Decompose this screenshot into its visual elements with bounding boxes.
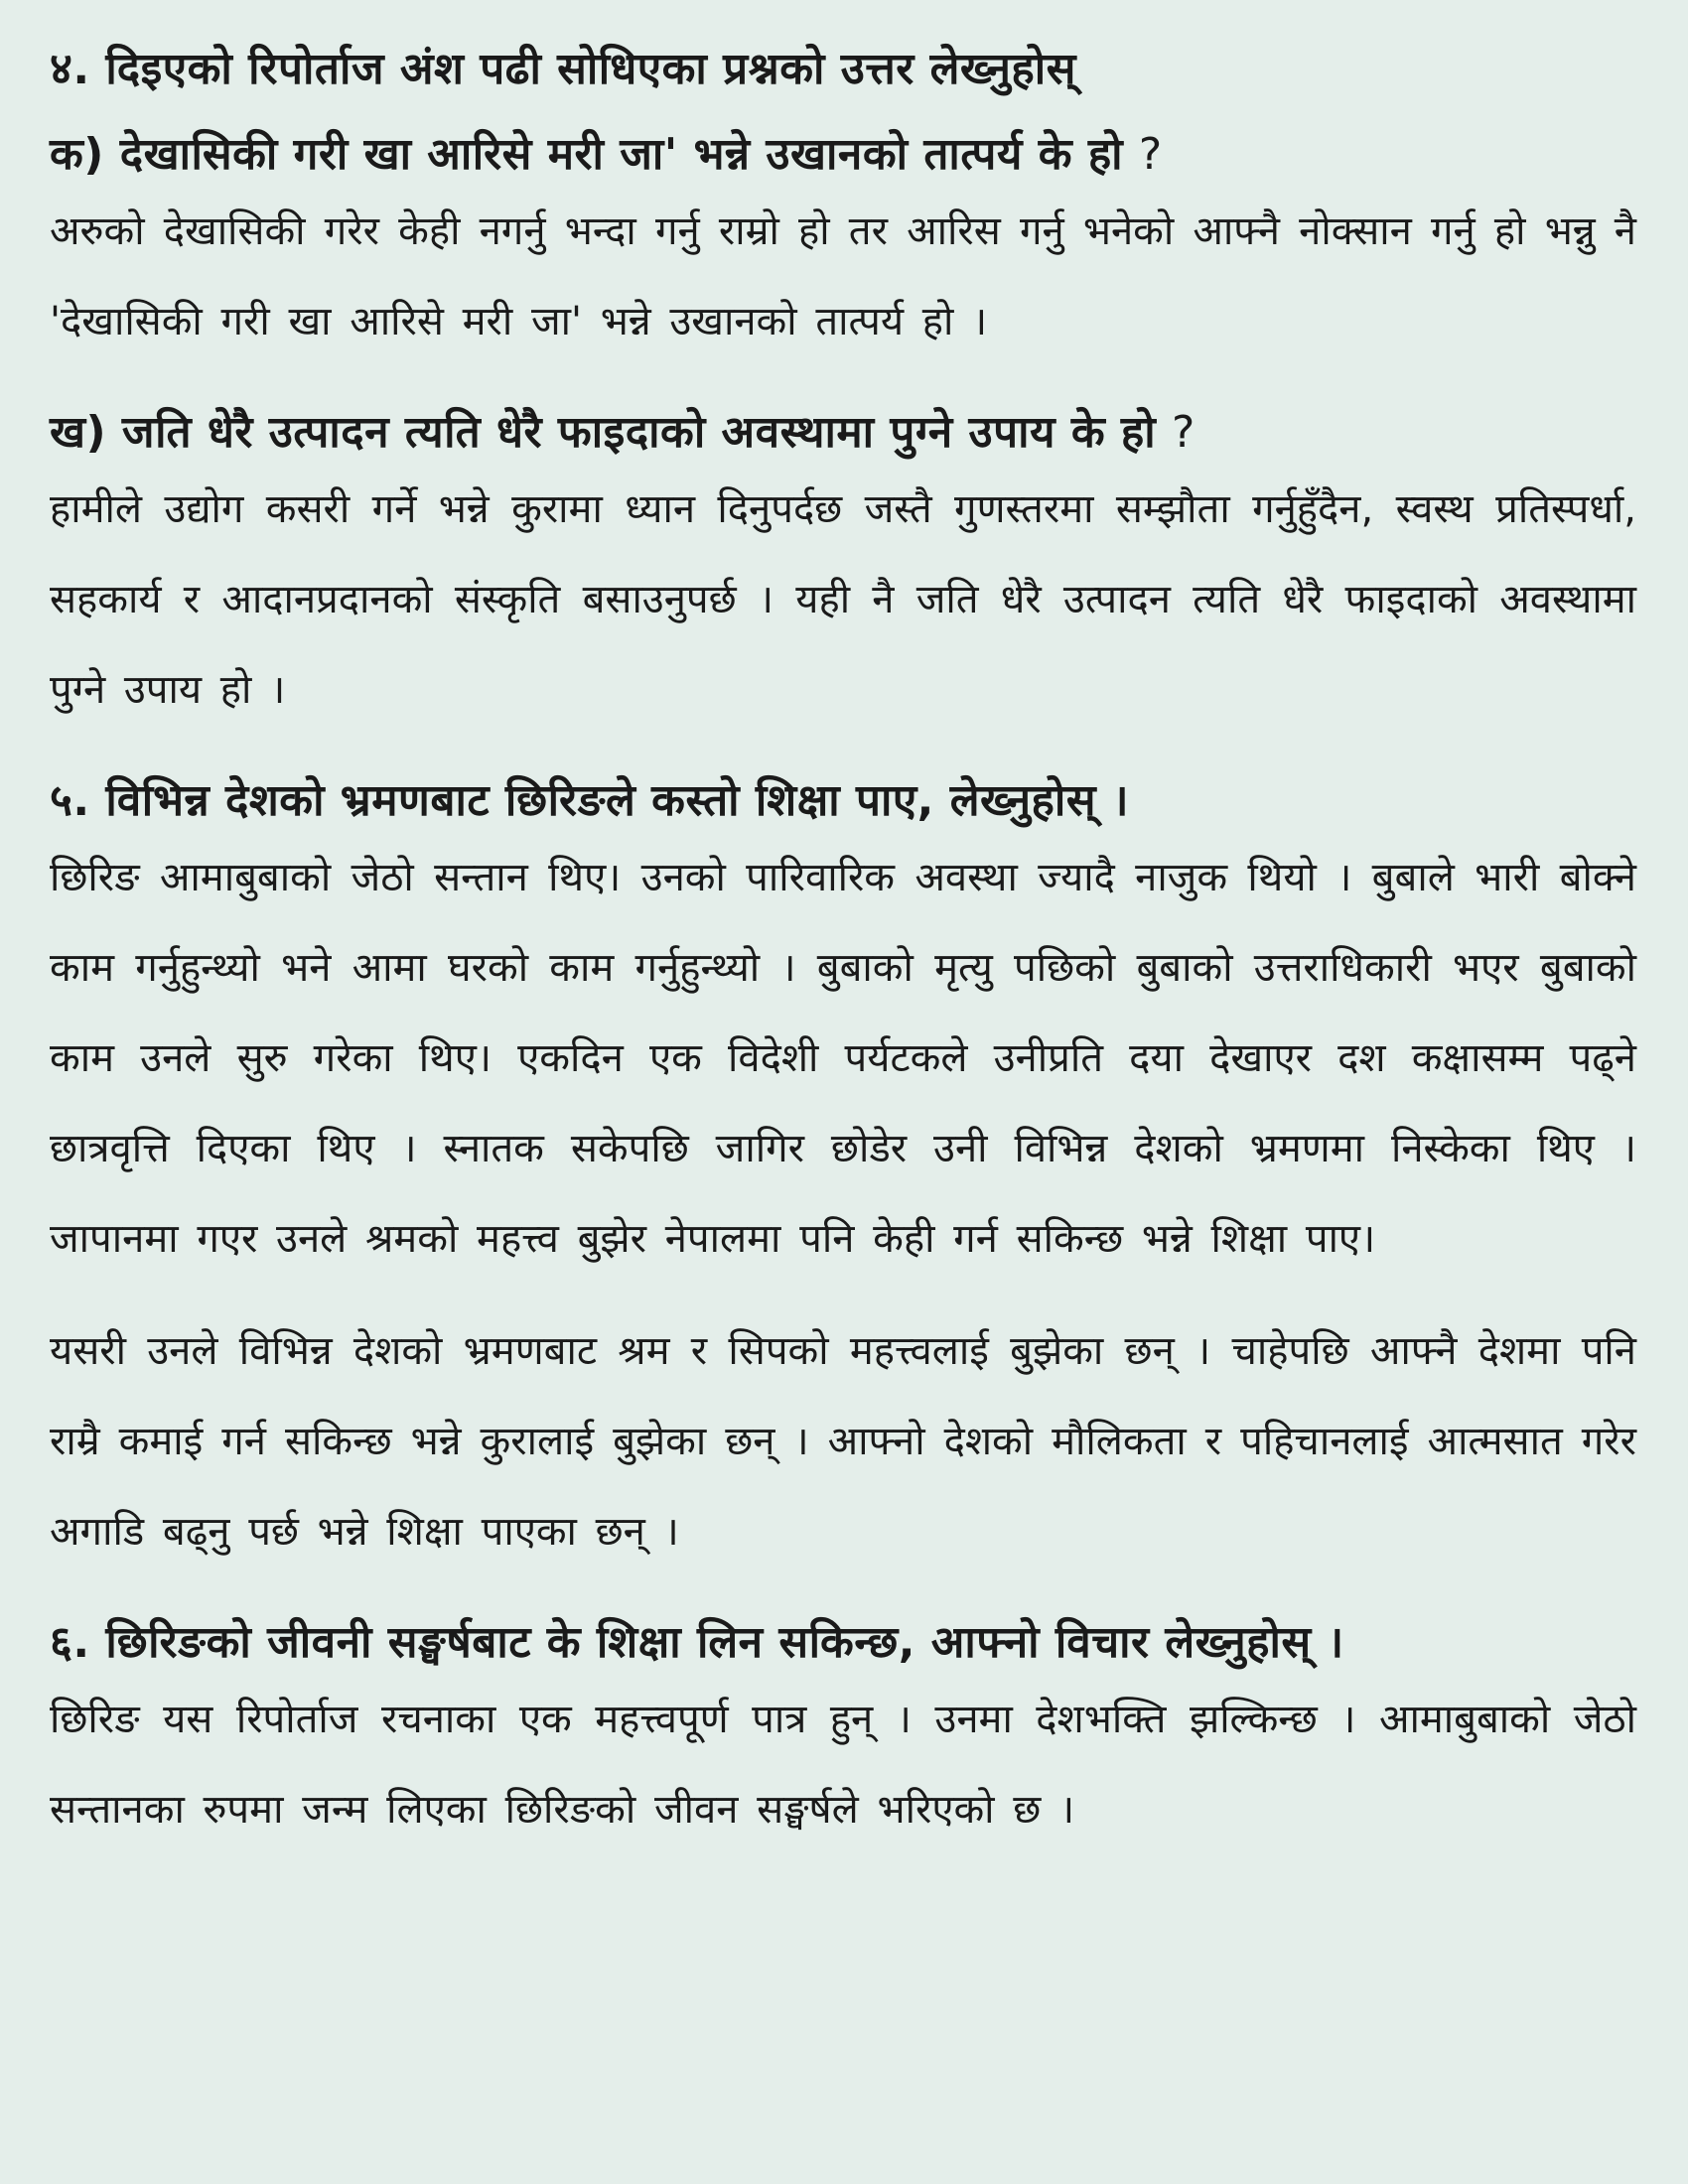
- question-4b-qmark: ?: [1172, 407, 1196, 458]
- question-6-section: [50, 1611, 1636, 1855]
- answer-4b: हामीले उद्योग कसरी गर्ने भन्ने कुरामा ध्यान दिनुपर्दछ जस्तै गुणस्तरमा सम्झौता गर्नुहुँदैन, स्वस्थ प्रतिस्पर्धा, सहकार्य र आदानप्रदानको संस्कृति बसाउनुपर्छ । यही नै जति धेरै उत्पादन त्यति धेरै फाइदाको अवस्थामा पुग्ने उपाय हो ।: [50, 486, 1636, 713]
- answer-6: छिरिङ यस रिपोर्ताज रचनाका एक महत्त्वपूर्ण पात्र हुन् । उनमा देशभक्ति झल्किन्छ । आमाबुबाको जेठो सन्तानका रुपमा जन्म लिएका छिरिङको जीवन सङ्घर्षले भरिएको छ ।: [50, 1697, 1636, 1833]
- question-4b-text: ख) जति धेरै उत्पादन त्यति धेरै फाइदाको अवस्थामा पुग्ने उपाय के हो: [50, 407, 1157, 458]
- question-5-section: [50, 769, 1636, 1577]
- question-4a-qmark: ?: [1138, 129, 1163, 180]
- answer-5-paragraph-1: छिरिङ आमाबुबाको जेठो सन्तान थिए। उनको पारिवारिक अवस्था ज्यादै नाजुक थियो । बुबाले भारी बोक्ने काम गर्नुहुन्थ्यो भने आमा घरको काम गर्नुहुन्थ्यो । बुबाको मृत्यु पछिको बुबाको उत्तराधिकारी भएर बुबाको काम उनले सुरु गरेका थिए। एकदिन एक विदेशी पर्यटकले उनीप्रति दया देखाएर दश कक्षासम्म पढ्ने छात्रवृत्ति दिएका थिए । स्नातक सकेपछि जागिर छोडेर उनी विभिन्न देशको भ्रमणमा निस्केका थिए । जापानमा गएर उनले श्रमको महत्त्व बुझेर नेपालमा पनि केही गर्न सकिन्छ भन्ने शिक्षा पाए।: [50, 855, 1636, 1262]
- question-4a-text: क) देखासिकी गरी खा आरिसे मरी जा' भन्ने उखानको तात्पर्य के हो: [50, 129, 1124, 180]
- question-4b: [50, 401, 1636, 736]
- question-4b-heading: [50, 401, 1636, 465]
- answer-5-paragraph-2: यसरी उनले विभिन्न देशको भ्रमणबाट श्रम र सिपको महत्त्वलाई बुझेका छन् । चाहेपछि आफ्नै देशमा पनि राम्रै कमाई गर्न सकिन्छ भन्ने कुरालाई बुझेका छन् । आफ्नो देशको मौलिकता र पहिचानलाई आत्मसात गरेर अगाडि बढ्नु पर्छ भन्ने शिक्षा पाएका छन् ।: [50, 1328, 1636, 1555]
- question-4-title: ४. दिइएको रिपोर्ताज अंश पढी सोधिएका प्रश्नको उत्तर लेख्नुहोस्: [50, 44, 1076, 94]
- question-4a-heading: [50, 123, 1636, 187]
- question-6-title: ६. छिरिङको जीवनी सङ्घर्षबाट के शिक्षा लिन सकिन्छ, आफ्नो विचार लेख्नुहोस् ।: [50, 1617, 1344, 1668]
- answer-4a: अरुको देखासिकी गरेर केही नगर्नु भन्दा गर्नु राम्रो हो तर आरिस गर्नु भनेको आफ्नै नोक्सान गर्नु हो भन्नु नै 'देखासिकी गरी खा आरिसे मरी जा' भन्ने उखानको तात्पर्य हो ।: [50, 208, 1636, 344]
- question-4a: [50, 123, 1636, 367]
- question-5-title: ५. विभिन्न देशको भ्रमणबाट छिरिङले कस्तो शिक्षा पाए, लेख्नुहोस् ।: [50, 775, 1130, 826]
- question-4-section: [50, 38, 1636, 736]
